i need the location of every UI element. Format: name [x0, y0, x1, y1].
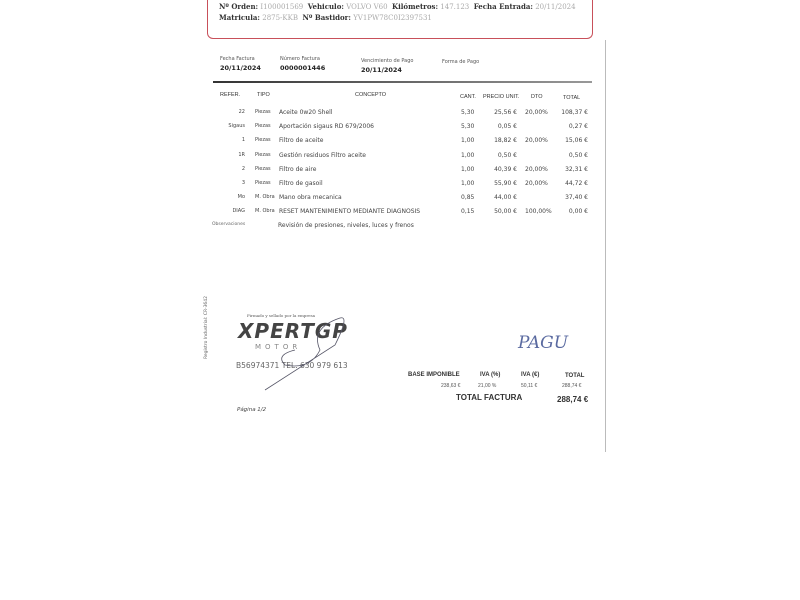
cell-refer: 1R — [238, 151, 245, 158]
cell-tipo: Piezas — [255, 180, 271, 186]
cell-precio: 55,90 € — [494, 180, 517, 187]
total-factura-value: 288,74 € — [557, 395, 589, 404]
col-precio: PRECIO UNIT. — [483, 94, 520, 100]
stamp-brand: XPERTGP — [238, 319, 348, 343]
cell-total: 0,27 € — [568, 123, 588, 131]
fecha-label: Fecha Factura — [220, 56, 255, 62]
table-row — [0, 153, 800, 165]
total-label: TOTAL — [565, 373, 585, 379]
iva-value: 50,11 € — [521, 383, 538, 389]
base-value: 238,63 € — [441, 383, 461, 389]
cell-dto: 20,00% — [525, 109, 548, 116]
iva-pct-value: 21,00 % — [478, 383, 497, 389]
cell-precio: 50,00 € — [494, 208, 517, 216]
cell-precio: 18,82 € — [494, 137, 517, 145]
col-refer: REFER. — [220, 92, 241, 98]
registro-text: Registro Industrial: CR-3642 — [204, 295, 210, 360]
stamp-contact: B56974371 TEL. 630 979 613 — [236, 361, 348, 370]
cell-refer: Mo — [237, 194, 245, 201]
numero-label: Número Factura — [280, 56, 320, 62]
iva-label: IVA (€) — [521, 372, 540, 378]
cell-total: 32,31 € — [565, 165, 588, 173]
cell-cant: 1,00 — [461, 151, 475, 159]
cell-precio: 25,56 € — [494, 109, 517, 116]
cell-precio: 0,50 € — [497, 151, 517, 159]
cell-concepto: Aportación sigaus RD 679/2006 — [279, 123, 374, 131]
cell-dto: 100,00% — [525, 208, 552, 216]
vencimiento-label: Vencimiento de Pago — [361, 58, 414, 64]
stamp-caption: Firmado y sellado por la empresa — [247, 313, 316, 318]
signature: PAGU — [518, 333, 569, 353]
signature-scribble-icon — [250, 310, 360, 395]
base-label: BASE IMPONIBLE — [408, 372, 460, 378]
cell-tipo: Piezas — [255, 123, 271, 130]
fecha-value: 20/11/2024 — [220, 64, 261, 72]
cell-refer: Sigaus — [228, 123, 245, 130]
table-row — [0, 138, 800, 150]
page-number: Página 1/2 — [237, 407, 267, 413]
table-row — [0, 124, 800, 136]
table-row — [0, 209, 800, 221]
cell-total: 108,37 € — [561, 109, 588, 116]
cell-refer: 22 — [238, 109, 245, 115]
cell-tipo: Piezas — [255, 109, 271, 115]
cell-total: 0,50 € — [568, 151, 588, 159]
cell-tipo: M. Obra — [255, 194, 275, 201]
cell-cant: 0,15 — [461, 208, 475, 216]
cell-refer: 1 — [241, 137, 245, 144]
cell-cant: 1,00 — [461, 137, 475, 145]
col-cant: CANT. — [460, 94, 476, 100]
cell-cant: 1,00 — [461, 180, 475, 187]
cell-cant: 0,85 — [461, 194, 475, 202]
cell-cant: 5,30 — [461, 123, 475, 131]
cell-total: 0,00 € — [568, 208, 588, 216]
col-dto: DTO — [531, 94, 543, 100]
observaciones-text: Revisión de presiones, niveles, luces y frenos — [278, 222, 414, 229]
cell-refer: DIAG — [232, 208, 245, 215]
cell-precio: 44,00 € — [494, 194, 517, 202]
observaciones-label: Observaciones — [212, 222, 246, 227]
forma-pago-label: Forma de Pago — [442, 59, 480, 65]
header-line-1: Nº Orden: I100001569 Vehiculo: VOLVO V60 Kilómetros: 147.123 Fecha Entrada: 20/11/2024 — [219, 2, 576, 11]
col-concepto: CONCEPTO — [355, 92, 387, 98]
cell-tipo: Piezas — [255, 165, 271, 172]
cell-concepto: Aceite 0w20 Shell — [279, 109, 333, 116]
cell-concepto: Filtro de gasoil — [279, 180, 323, 187]
table-row — [0, 181, 800, 193]
total-factura-label: TOTAL FACTURA — [456, 393, 523, 402]
cell-dto: 20,00% — [525, 137, 548, 145]
cell-total: 37,40 € — [565, 194, 588, 202]
cell-tipo: Piezas — [255, 151, 271, 158]
header-line-2: Matricula: 2875-KKB Nº Bastidor: YV1PW78C0I2397531 — [219, 13, 432, 22]
cell-dto: 20,00% — [525, 165, 548, 173]
table-row — [0, 167, 800, 179]
cell-tipo: M. Obra — [255, 208, 275, 215]
table-row — [0, 195, 800, 207]
cell-concepto: Filtro de aire — [279, 165, 317, 173]
cell-precio: 40,39 € — [494, 165, 517, 173]
cell-tipo: Piezas — [255, 137, 271, 144]
iva-pct-label: IVA (%) — [480, 372, 501, 378]
cell-refer: 2 — [241, 165, 245, 172]
cell-total: 15,06 € — [565, 137, 588, 145]
vencimiento-value: 20/11/2024 — [361, 66, 402, 74]
page-edge — [605, 40, 606, 452]
total-value: 288,74 € — [562, 383, 582, 389]
table-row — [0, 110, 800, 122]
numero-value: 0000001446 — [280, 64, 326, 72]
col-tipo: TIPO — [257, 92, 270, 98]
cell-concepto: Gestión residuos Filtro aceite — [279, 151, 366, 159]
divider — [213, 81, 592, 83]
cell-precio: 0,05 € — [497, 123, 517, 131]
cell-total: 44,72 € — [565, 180, 588, 187]
cell-dto: 20,00% — [525, 180, 548, 187]
cell-concepto: RESET MANTENIMIENTO MEDIANTE DIAGNOSIS — [279, 208, 421, 216]
stamp-sub: MOTOR — [255, 343, 302, 351]
cell-cant: 5,30 — [461, 109, 475, 116]
cell-concepto: Filtro de aceite — [279, 137, 324, 145]
cell-cant: 1,00 — [461, 165, 475, 173]
cell-concepto: Mano obra mecanica — [279, 194, 342, 202]
col-total: TOTAL — [563, 95, 581, 101]
cell-refer: 3 — [241, 180, 245, 186]
